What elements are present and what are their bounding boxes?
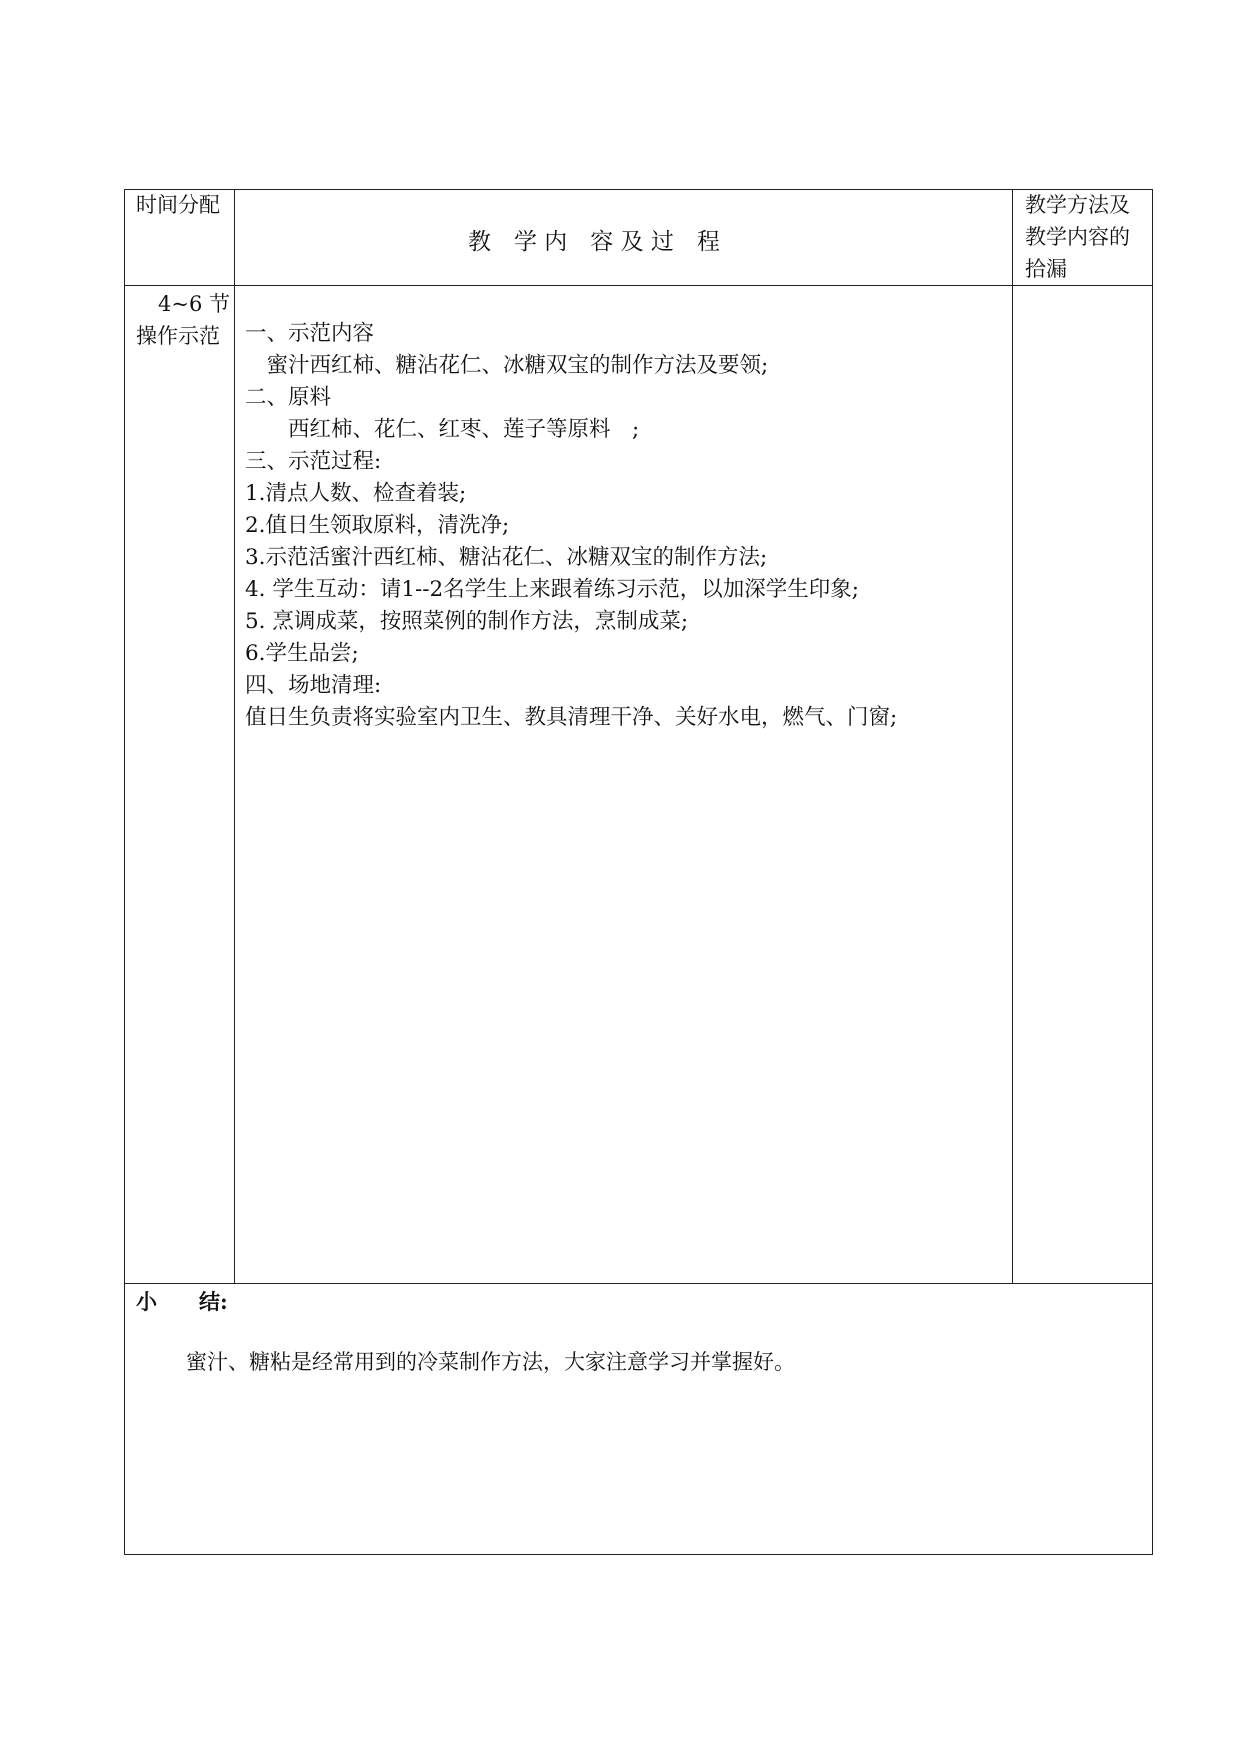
content-line: 西红柿、花仁、红枣、莲子等原料 ; <box>245 417 640 442</box>
time-cell-periods: 4~6 节 <box>158 292 230 316</box>
content-line: 一、示范内容 <box>245 321 375 346</box>
summary-label: 小 结: <box>136 1289 228 1314</box>
header-method-line-2: 教学内容的 <box>1025 225 1130 249</box>
header-row-divider <box>124 285 1153 286</box>
column-divider-method <box>1012 189 1013 1283</box>
summary-text: 蜜汁、糖粘是经常用到的冷菜制作方法，大家注意学习并掌握好。 <box>186 1350 795 1374</box>
content-line: 值日生负责将实验室内卫生、教具清理干净、关好水电，燃气、门窗; <box>245 705 898 730</box>
content-line: 蜜汁西红柿、糖沾花仁、冰糖双宝的制作方法及要领; <box>245 353 769 378</box>
time-cell-activity: 操作示范 <box>136 324 220 348</box>
content-line: 1.清点人数、检查着装; <box>245 481 467 506</box>
content-line: 二、原料 <box>245 385 332 410</box>
content-line: 2.值日生领取原料，清洗净; <box>245 513 510 538</box>
content-line: 6.学生品尝; <box>245 641 359 666</box>
column-divider-time <box>234 189 235 1283</box>
header-time-allocation: 时间分配 <box>136 193 220 217</box>
content-line: 4. 学生互动：请1--2名学生上来跟着练习示范，以加深学生印象; <box>245 577 859 602</box>
header-method-line-3: 拾漏 <box>1025 257 1067 281</box>
header-teaching-content: 教 学 内 容 及 过 程 <box>468 229 720 255</box>
content-line: 5. 烹调成菜，按照菜例的制作方法，烹制成菜; <box>245 609 689 634</box>
content-line: 3.示范活蜜汁西红柿、糖沾花仁、冰糖双宝的制作方法; <box>245 545 768 570</box>
content-line: 四、场地清理: <box>245 673 382 698</box>
summary-row-divider <box>124 1283 1153 1284</box>
header-method-line-1: 教学方法及 <box>1025 193 1130 217</box>
content-line: 三、示范过程: <box>245 449 382 474</box>
